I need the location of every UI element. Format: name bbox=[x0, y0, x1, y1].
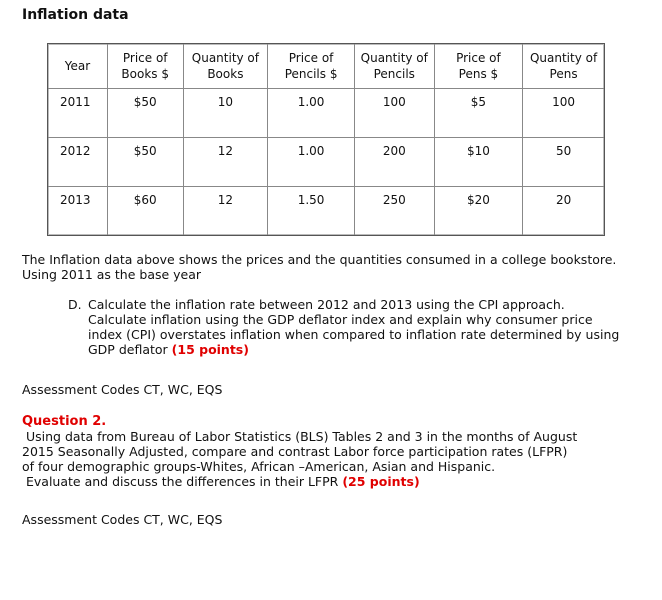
inflation-table bbox=[47, 43, 605, 236]
cell-quantity-books: 12 bbox=[184, 187, 269, 235]
cell-price-books: $50 bbox=[108, 89, 184, 138]
cell-price-pens: $20 bbox=[435, 187, 524, 235]
points-badge: (25 points) bbox=[342, 474, 420, 489]
cell-quantity-pencils: 100 bbox=[355, 89, 435, 138]
intro-line: Using 2011 as the base year bbox=[22, 267, 202, 282]
page-title: Inflation data bbox=[22, 7, 129, 23]
cell-price-pens: $5 bbox=[435, 89, 524, 138]
question-d bbox=[68, 297, 619, 357]
question-d-line: index (CPI) overstates inflation when compared to inflation rate determined by using bbox=[88, 327, 620, 342]
table-row bbox=[48, 138, 604, 187]
intro-text bbox=[22, 252, 616, 282]
assessment-codes: Assessment Codes CT, WC, EQS bbox=[22, 382, 223, 397]
cell-price-books: $60 bbox=[108, 187, 184, 235]
header-price-pens: Price of Pens $ bbox=[435, 44, 524, 89]
question-2 bbox=[22, 414, 577, 489]
cell-quantity-pencils: 250 bbox=[355, 187, 435, 235]
header-quantity-books: Quantity of Books bbox=[184, 44, 269, 89]
question-2-heading: Question 2. bbox=[22, 414, 107, 429]
header-quantity-pens: Quantity of Pens bbox=[523, 44, 604, 89]
cell-year: 2012 bbox=[48, 138, 108, 187]
cell-quantity-books: 12 bbox=[184, 138, 269, 187]
question-2-line: Using data from Bureau of Labor Statistics (BLS) Tables 2 and 3 in the months of August bbox=[26, 429, 578, 444]
question-d-line: D. Calculate the inflation rate between 2012 and 2013 using the CPI approach. bbox=[68, 297, 565, 312]
table-row bbox=[48, 89, 604, 138]
table-row bbox=[48, 187, 604, 235]
cell-year: 2013 bbox=[48, 187, 108, 235]
cell-price-pens: $10 bbox=[435, 138, 524, 187]
cell-price-pencils: 1.50 bbox=[268, 187, 355, 235]
header-price-books: Price of Books $ bbox=[108, 44, 184, 89]
question-2-line: 2015 Seasonally Adjusted, compare and contrast Labor force participation rates (LFPR) bbox=[22, 444, 568, 459]
header-year: Year bbox=[48, 44, 108, 89]
cell-quantity-pencils: 200 bbox=[355, 138, 435, 187]
header-price-pencils: Price of Pencils $ bbox=[268, 44, 355, 89]
cell-year: 2011 bbox=[48, 89, 108, 138]
question-d-line: GDP deflator (15 points) bbox=[88, 342, 249, 357]
cell-price-books: $50 bbox=[108, 138, 184, 187]
question-2-line: of four demographic groups-Whites, African –American, Asian and Hispanic. bbox=[22, 459, 496, 474]
points-badge: (15 points) bbox=[171, 342, 249, 357]
cell-quantity-books: 10 bbox=[184, 89, 269, 138]
cell-price-pencils: 1.00 bbox=[268, 89, 355, 138]
question-d-label: D. bbox=[68, 297, 82, 312]
cell-quantity-pens: 50 bbox=[523, 138, 604, 187]
cell-price-pencils: 1.00 bbox=[268, 138, 355, 187]
question-2-line: Evaluate and discuss the differences in their LFPR (25 points) bbox=[26, 474, 420, 489]
assessment-codes: Assessment Codes CT, WC, EQS bbox=[22, 512, 223, 527]
cell-quantity-pens: 20 bbox=[555, 193, 572, 207]
table-header-row bbox=[48, 44, 604, 89]
header-quantity-pencils: Quantity of Pencils bbox=[355, 44, 435, 89]
intro-line: The Inflation data above shows the prices and the quantities consumed in a college bookstore. bbox=[22, 252, 617, 267]
question-d-line: Calculate inflation using the GDP deflator index and explain why consumer price bbox=[88, 312, 593, 327]
cell-quantity-pens: 100 bbox=[523, 89, 604, 138]
